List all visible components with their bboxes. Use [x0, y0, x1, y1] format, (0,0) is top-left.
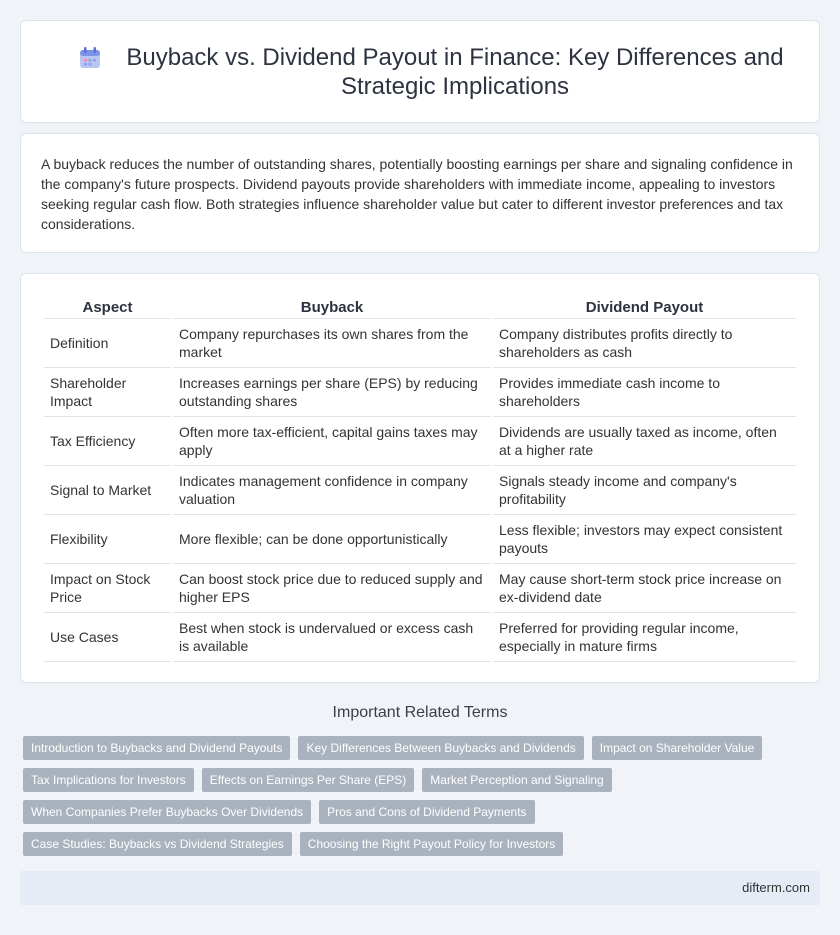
- intro-paragraph: A buyback reduces the number of outstanding shares, potentially boosting earnings per share and signaling confidence in the company's future prospects. Dividend payouts provide shareholders with immediate income, appealing to investors seeking regular cash flow. Both strategies influence shareholder value but cater to different investor preferences and tax considerations.: [41, 156, 793, 232]
- related-term-link[interactable]: When Companies Prefer Buybacks Over Dividends: [23, 800, 311, 824]
- related-term-link[interactable]: Key Differences Between Buybacks and Dividends: [298, 736, 583, 760]
- cell-buyback: Increases earnings per share (EPS) by reducing outstanding shares: [173, 368, 491, 417]
- cell-dividend: May cause short-term stock price increase on ex-dividend date: [493, 564, 796, 613]
- related-term-link[interactable]: Introduction to Buybacks and Dividend Payouts: [23, 736, 290, 760]
- table-row: [44, 319, 796, 368]
- cell-dividend: Company distributes profits directly to shareholders as cash: [493, 319, 796, 368]
- intro-card: [20, 133, 820, 253]
- cell-aspect: Signal to Market: [44, 466, 171, 515]
- table-row: [44, 368, 796, 417]
- cell-buyback: Can boost stock price due to reduced supply and higher EPS: [173, 564, 491, 613]
- table-row: [44, 564, 796, 613]
- header-buyback: Buyback: [173, 294, 491, 319]
- cell-aspect: Use Cases: [44, 613, 171, 662]
- cell-aspect: Shareholder Impact: [44, 368, 171, 417]
- comparison-table: [42, 294, 798, 662]
- cell-buyback: Best when stock is undervalued or excess cash is available: [173, 613, 491, 662]
- cell-buyback: Indicates management confidence in company valuation: [173, 466, 491, 515]
- related-term-link[interactable]: Effects on Earnings Per Share (EPS): [202, 768, 415, 792]
- table-row: [44, 466, 796, 515]
- footer-brand[interactable]: difterm.com: [742, 880, 810, 895]
- cell-buyback: More flexible; can be done opportunistically: [173, 515, 491, 564]
- cell-dividend: Dividends are usually taxed as income, often at a higher rate: [493, 417, 796, 466]
- cell-aspect: Tax Efficiency: [44, 417, 171, 466]
- cell-dividend: Preferred for providing regular income, especially in mature firms: [493, 613, 796, 662]
- table-row: [44, 515, 796, 564]
- related-terms-list: [23, 736, 803, 864]
- related-term-link[interactable]: Market Perception and Signaling: [422, 768, 611, 792]
- cell-dividend: Less flexible; investors may expect consistent payouts: [493, 515, 796, 564]
- header-dividend: Dividend Payout: [493, 294, 796, 319]
- related-term-link[interactable]: Tax Implications for Investors: [23, 768, 194, 792]
- cell-aspect: Flexibility: [44, 515, 171, 564]
- cell-aspect: Impact on Stock Price: [44, 564, 171, 613]
- cell-aspect: Definition: [44, 319, 171, 368]
- cell-dividend: Provides immediate cash income to shareholders: [493, 368, 796, 417]
- header-aspect: Aspect: [44, 294, 171, 319]
- table-row: [44, 613, 796, 662]
- table-header-row: [44, 294, 796, 319]
- related-term-link[interactable]: Choosing the Right Payout Policy for Investors: [300, 832, 563, 856]
- related-term-link[interactable]: Case Studies: Buybacks vs Dividend Strategies: [23, 832, 292, 856]
- cell-dividend: Signals steady income and company's profitability: [493, 466, 796, 515]
- related-terms-heading: Important Related Terms: [332, 704, 508, 721]
- cell-buyback: Company repurchases its own shares from the market: [173, 319, 491, 368]
- cell-buyback: Often more tax-efficient, capital gains taxes may apply: [173, 417, 491, 466]
- page-title: Buyback vs. Dividend Payout in Finance: Key Differences and Strategic Implications: [126, 44, 784, 100]
- related-term-link[interactable]: Pros and Cons of Dividend Payments: [319, 800, 534, 824]
- comparison-table-card: [20, 273, 820, 683]
- footer: [20, 871, 820, 905]
- table-row: [44, 417, 796, 466]
- related-term-link[interactable]: Impact on Shareholder Value: [592, 736, 763, 760]
- title-card: [20, 20, 820, 123]
